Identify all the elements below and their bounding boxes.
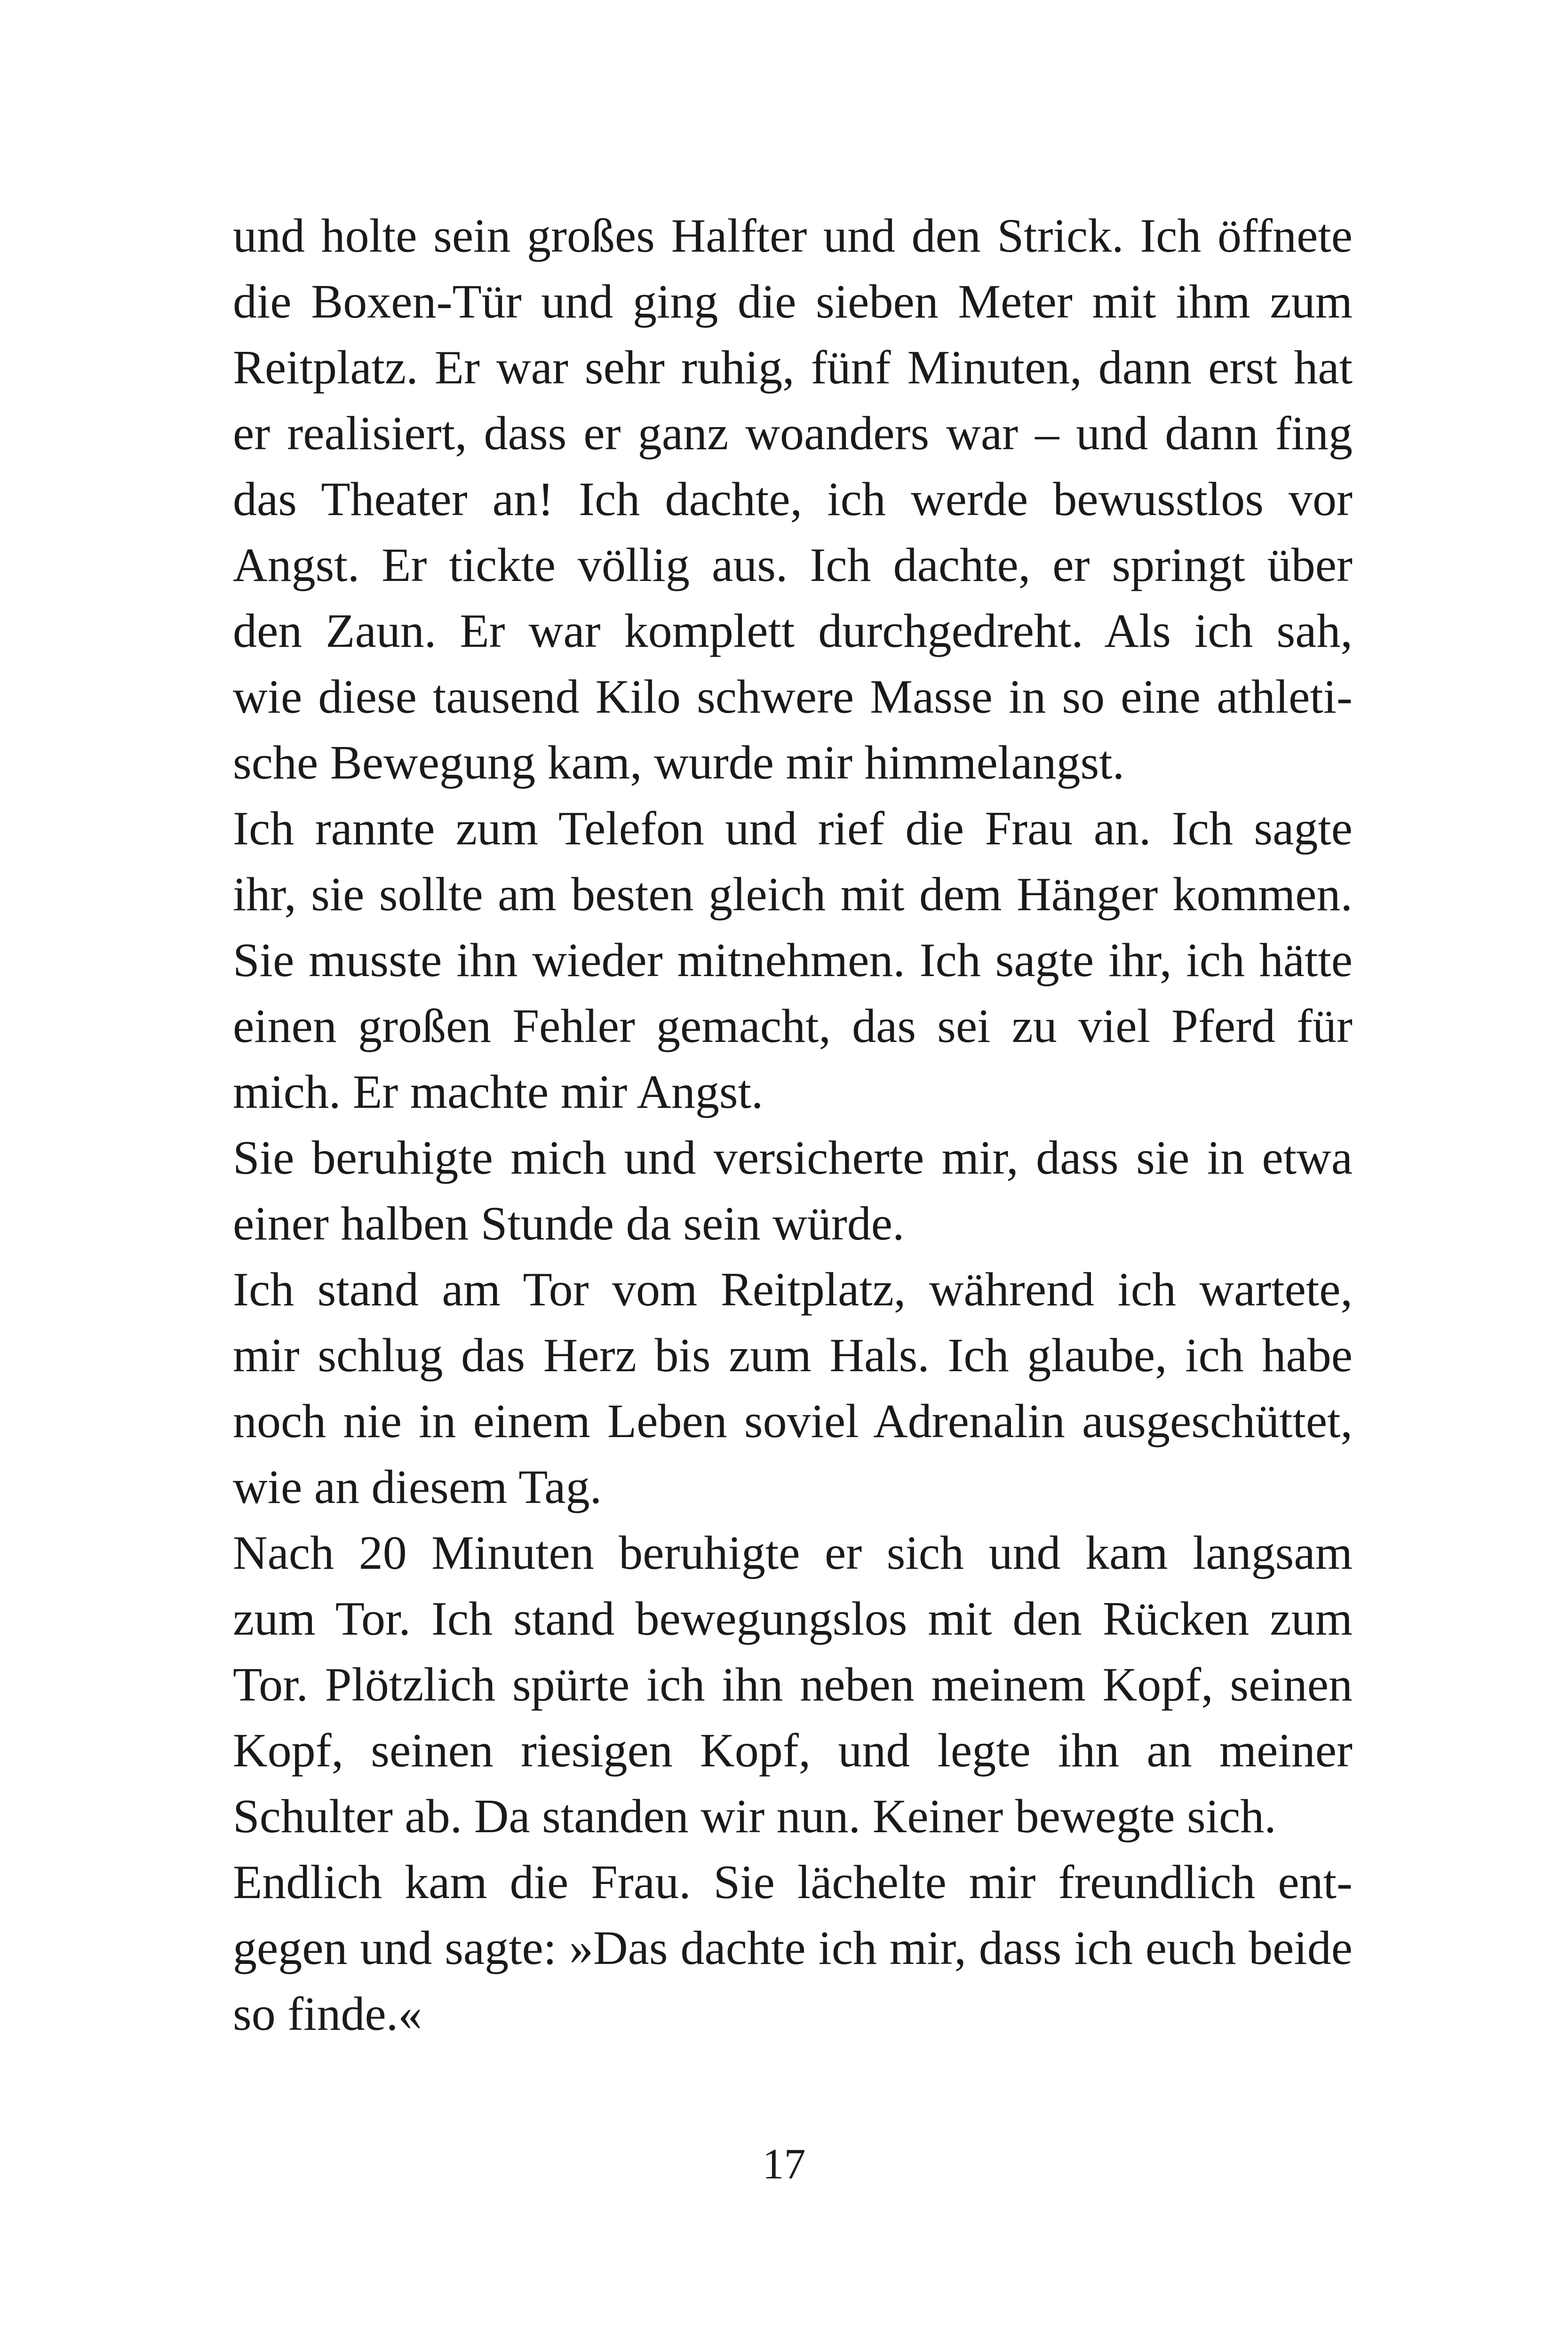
text-line: noch nie in einem Leben soviel Adrenalin ausgeschüttet,: [233, 1395, 1353, 1448]
text-line: Endlich kam die Frau. Sie lächelte mir freundlich ent-: [233, 1856, 1353, 1909]
text-line: die Boxen-Tür und ging die sieben Meter mit ihm zum: [233, 275, 1353, 328]
text-line: Schulter ab. Da standen wir nun. Keiner bewegte sich.: [233, 1790, 1276, 1843]
text-line: Reitplatz. Er war sehr ruhig, fünf Minuten, dann erst hat: [233, 341, 1353, 394]
text-line: Kopf, seinen riesigen Kopf, und legte ihn an meiner: [233, 1724, 1353, 1777]
text-line: mich. Er machte mir Angst.: [233, 1065, 764, 1119]
text-line: er realisiert, dass er ganz woanders war – und dann fing: [233, 407, 1353, 460]
text-line: den Zaun. Er war komplett durchgedreht. Als ich sah,: [233, 604, 1353, 658]
text-line: Ich rannte zum Telefon und rief die Frau an. Ich sagte: [233, 802, 1353, 855]
text-line: zum Tor. Ich stand bewegungslos mit den Rücken zum: [233, 1592, 1353, 1645]
text-line: sche Bewegung kam, wurde mir himmelangst.: [233, 736, 1125, 789]
text-line: wie an diesem Tag.: [233, 1461, 602, 1514]
text-line: Angst. Er tickte völlig aus. Ich dachte, er springt über: [233, 539, 1353, 592]
text-line: wie diese tausend Kilo schwere Masse in so eine athleti-: [233, 670, 1353, 723]
text-line: ihr, sie sollte am besten gleich mit dem Hänger kommen.: [233, 868, 1353, 921]
text-line: so finde.«: [233, 1987, 422, 2041]
text-line: gegen und sagte: »Das dachte ich mir, dass ich euch beide: [233, 1922, 1353, 1975]
text-line: Nach 20 Minuten beruhigte er sich und kam langsam: [233, 1526, 1353, 1580]
text-line: einen großen Fehler gemacht, das sei zu viel Pferd für: [233, 1000, 1353, 1053]
text-line: und holte sein großes Halfter und den Strick. Ich öffnete: [233, 209, 1353, 262]
body-text: [233, 203, 1353, 2047]
text-line: Sie musste ihn wieder mitnehmen. Ich sagte ihr, ich hätte: [233, 934, 1353, 987]
text-line: Sie beruhigte mich und versicherte mir, dass sie in etwa: [233, 1131, 1353, 1184]
text-line: einer halben Stunde da sein würde.: [233, 1197, 905, 1250]
text-line: mir schlug das Herz bis zum Hals. Ich glaube, ich habe: [233, 1329, 1353, 1382]
page-number: 17: [762, 2140, 806, 2188]
text-line: Ich stand am Tor vom Reitplatz, während ich wartete,: [233, 1263, 1353, 1316]
text-line: das Theater an! Ich dachte, ich werde bewusstlos vor: [233, 473, 1353, 526]
text-line: Tor. Plötzlich spürte ich ihn neben meinem Kopf, seinen: [233, 1658, 1353, 1711]
